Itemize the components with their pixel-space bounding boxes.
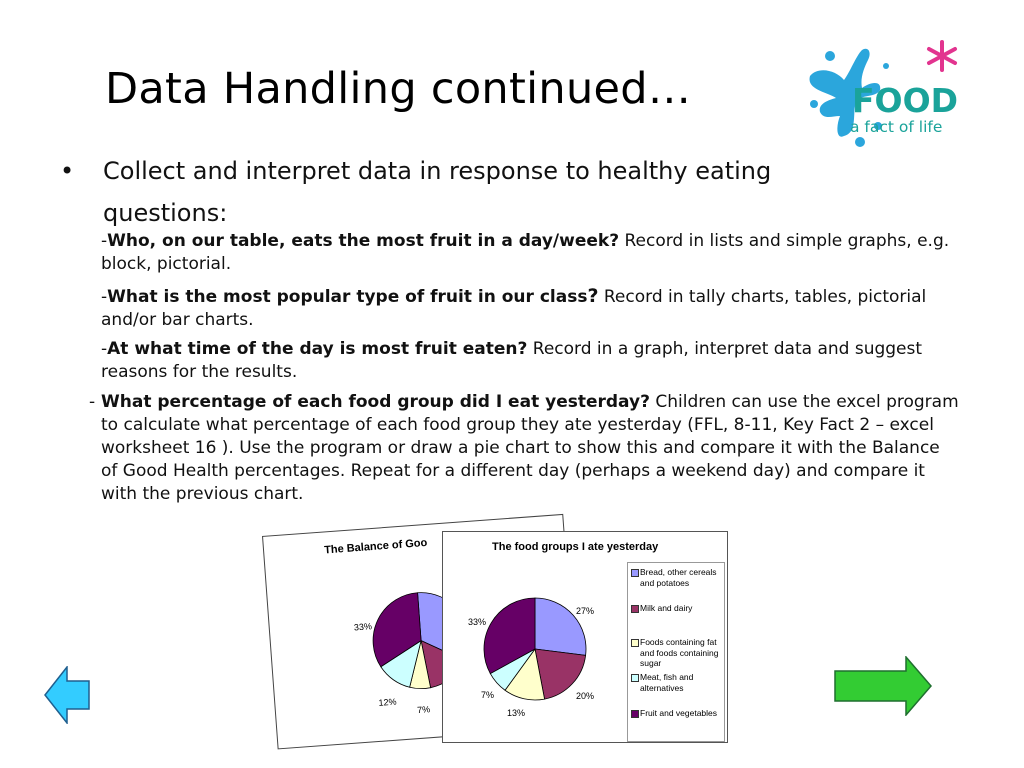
chart-1-title: The Balance of Goo (323, 536, 428, 557)
bullet-dot: • (60, 157, 75, 185)
slide-title: Data Handling continued… (105, 64, 692, 114)
question-2-mark: ? (587, 285, 599, 307)
back-arrow-icon (45, 667, 89, 723)
question-2-text: Record in tally charts, tables, pictorial and/or bar charts. (101, 287, 927, 330)
legend-item: Foods containing fat and foods containing sugar (631, 637, 723, 669)
pie-data-label: 33% (468, 617, 487, 627)
asterisk-icon (929, 42, 955, 70)
legend-swatch (631, 605, 639, 613)
legend-item: Bread, other cereals and potatoes (631, 567, 723, 588)
pie-data-label: 33% (353, 621, 373, 633)
legend-swatch (631, 674, 639, 682)
food-groups-yesterday-chart (442, 531, 728, 743)
pie-data-label: 20% (576, 691, 595, 701)
legend-item: Milk and dairy (631, 603, 723, 614)
bullet-text: Collect and interpret data in response to healthy eating questions: (103, 157, 772, 227)
pie-data-label: 12% (378, 696, 397, 708)
question-3: -At what time of the day is most fruit eaten? Record in a graph, interpret data and suggest reasons for the results. (101, 339, 923, 382)
logo-word: FOOD (852, 81, 959, 120)
question-4-text: Children can use the excel program to calculate what percentage of each food group they ate yesterday (FFL, 8-11, Key Fact 2 – excel worksheet 16 ). Use the program or draw a pie chart to show this and compare it with the Balance of Good Health percentages. Repeat for a different day (perhaps a weekend day) and compare it with the previous chart. (101, 392, 959, 504)
question-2: -What is the most popular type of fruit in our class? Record in tally charts, tables, pictorial and/or bar charts. (101, 285, 927, 330)
pie-data-label: 13% (507, 708, 526, 718)
question-3-text: Record in a graph, interpret data and suggest reasons for the results. (101, 339, 923, 382)
question-1-text: Record in lists and simple graphs, e.g. block, pictorial. (101, 231, 950, 274)
question-4: - What percentage of each food group did I eat yesterday? Children can use the excel program to calculate what percentage of each food group they ate yesterday (FFL, 8-11, Key Fact 2 – excel worksheet 16 ). Use the program or draw a pie chart to show this and compare it with the Balance of Good Health percentages. Repeat for a different day (perhaps a weekend day) and compare it with the previous chart. (89, 392, 959, 504)
question-1-bold: Who, on our table, eats the most fruit in a day/week? (107, 231, 620, 251)
legend-item: Meat, fish and alternatives (631, 672, 723, 693)
legend-swatch (631, 710, 639, 718)
legend-item: Fruit and vegetables (631, 708, 723, 719)
food-a-fact-of-life-logo (800, 36, 970, 154)
question-2-bold: What is the most popular type of fruit in our class (107, 287, 588, 307)
logo-tagline: a fact of life (850, 118, 943, 136)
back-arrow-button[interactable] (44, 666, 90, 724)
legend-swatch (631, 639, 639, 647)
next-arrow-button[interactable] (834, 656, 932, 716)
next-arrow-icon (835, 657, 931, 715)
legend-swatch (631, 569, 639, 577)
pie-data-label: 7% (416, 704, 431, 716)
pie-data-label: 27% (576, 606, 595, 616)
main-bullet (60, 150, 790, 234)
pie-data-label: 7% (481, 690, 495, 700)
chart-2-pie (443, 532, 633, 742)
question-1: -Who, on our table, eats the most fruit in a day/week? Record in lists and simple graphs, e.g. block, pictorial. (101, 231, 950, 274)
chart-2-title: The food groups I ate yesterday (492, 541, 659, 553)
question-4-bold: What percentage of each food group did I eat yesterday? (101, 392, 650, 412)
question-3-bold: At what time of the day is most fruit eaten? (107, 339, 528, 359)
chart-2-legend (627, 562, 725, 742)
